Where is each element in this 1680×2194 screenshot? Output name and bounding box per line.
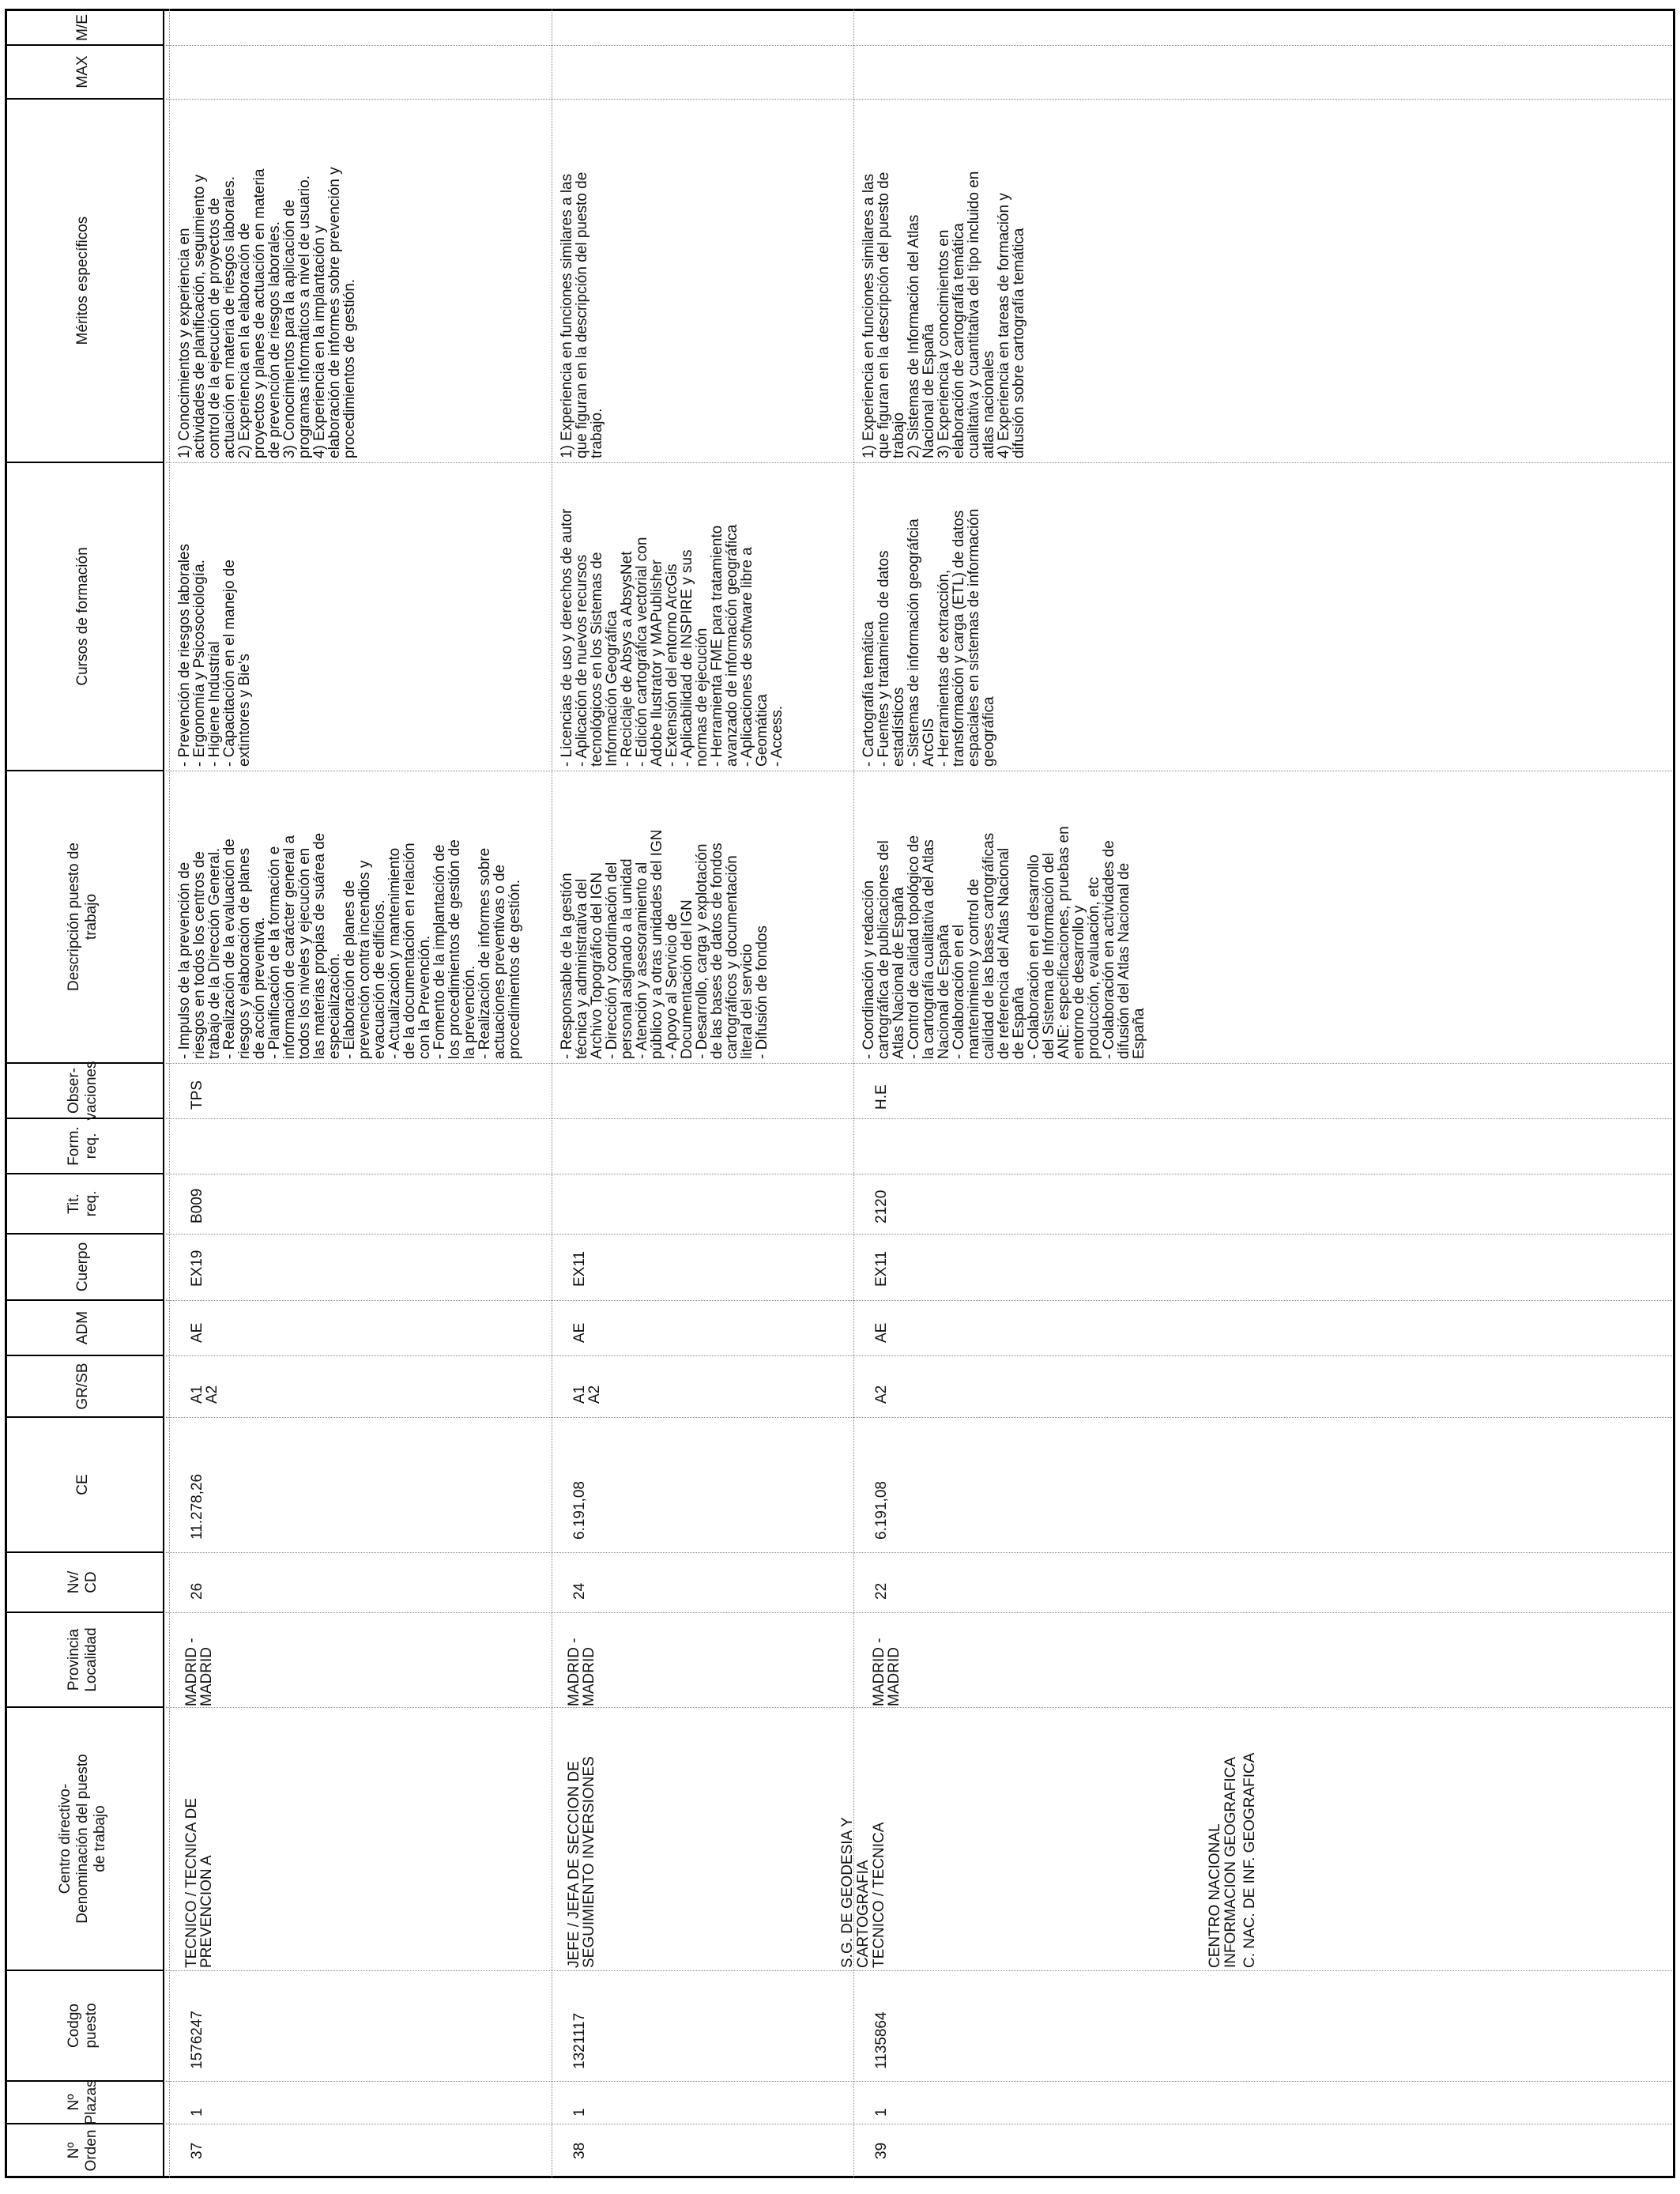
col-dot-4 [166, 1707, 1672, 1708]
nivel-cell: 22 [873, 1582, 890, 1600]
observaciones-cell: TPS [189, 1080, 205, 1110]
titulacion-cell: B009 [189, 1188, 205, 1223]
codigo-cell: 1321117 [571, 2012, 588, 2069]
header-observaciones-label: Obser- vaciones [65, 1061, 100, 1121]
header-plazas-label: Nº Plazas [65, 2079, 100, 2125]
cursos-cell: - Licencias de uso y derechos de autor - Aplicación de nuevos recursos tecnológicos en los Sistemas de Información Geográfica - Reciclaje de Absys a AbsysNet - Edición cartográfica vectorial con Adobe Ilustrator y MAPublisher - Extensión del entorno ArcGis - Aplicabilidad de INSPIRE y sus normas de ejecución - Herramienta FME para tratamiento avanzado de información geográfica - Aplicaciones de software libre a Geomática - Access. [559, 508, 785, 767]
descripcion-cell: - Impulso de la prevención de riesgos en todos los centros de trabajo de la Dirección General. - Realización de la evaluación de riesgos y elaboración de planes de acción preventiva. - Planificación de la formación e información de carácter general a todos los niveles y ejecución en las materias propias de suárea de especialización. - Elaboración de planes de prevención contra incendios y evacuación de edificios. - Actualización y mantenimiento de la documentación en relación con la Prevención. - Fomento de la implantación de los procedimientos de gestión de la prevención. - Realización de informes sobre actuaciones preventivas o de procedimientos de gestión. [176, 832, 523, 1059]
plazas-cell: 1 [873, 2108, 890, 2117]
frame-left [5, 2176, 1675, 2178]
header-formacion [0, 1119, 165, 1173]
meritos-cell: 1) Experiencia en funciones similares a las que figuran en la descripción del puesto de trabajo. [559, 172, 605, 458]
observaciones-cell: H.E [873, 1084, 890, 1110]
cursos-cell: - Prevención de riesgos laborales - Ergonomía y Psicosociología. - Higiene Industrial - Capacitación en el manejo de extintores y Bie's [176, 544, 253, 767]
frame-right [5, 9, 1675, 11]
descripcion-cell: - Responsable de la gestión técnica y administrativa del Archivo Topográfico del IGN - Dirección y coordinación del personal asignado a la unidad - Atención y asesoramiento al público y a otras unidades del IGN - Apoyo al Servicio de Documentación del IGN - Desarrollo, carga y explotación de las bases de datos de fondos cartográficos y documentación literal del servicio - Difusión de fondos [559, 829, 770, 1059]
meritos-cell: 1) Experiencia en funciones similares a las que figuran en la descripción del puesto de trabajo 2) Sistemas de Información del Atlas Nacional de España 3) Experiencia y conocimientos en elaboración de cartografía temática cualitativa y cuantitativa del tipo incluido en atlas nacionales 4) Experiencia en tareas de formación y difusión sobre cartografía temática [861, 171, 1027, 458]
adm-cell: AE [873, 1322, 890, 1343]
cursos-cell: - Cartografía temática - Fuentes y tratamiento de datos estadísticos - Sistemas de información geográfcia ArcGIS - Herramientas de extracción, transformación y carga (ETL) de datos espaciales en sistemas de información geográfica [861, 508, 997, 767]
col-dot-8 [166, 1355, 1672, 1356]
col-dot-17 [166, 45, 1672, 46]
header-provincia-label: Provincia Localidad [65, 1627, 100, 1692]
header-centro [0, 1708, 165, 1970]
header-orden-label: Nº Orden [65, 2129, 100, 2172]
col-dot-7 [166, 1417, 1672, 1418]
col-dot-3 [166, 1970, 1672, 1971]
header-adm [0, 1301, 165, 1355]
col-dot-16 [166, 99, 1672, 100]
adm-cell: AE [571, 1322, 588, 1343]
col-dot-2 [166, 2081, 1672, 2082]
header-observaciones [0, 1061, 165, 1121]
grupo-cell: A1 A2 [189, 1385, 220, 1404]
col-dot-5 [166, 1612, 1672, 1613]
header-meritos-label: Méritos específicos [73, 216, 91, 345]
centro-nacional-heading: CENTRO NACIONAL INFORMACION GEOGRAFICA [1207, 1756, 1239, 1968]
plazas-cell: 1 [189, 2108, 205, 2117]
provincia-cell: MADRID - MADRID [871, 1638, 902, 1706]
cuerpo-cell: EX19 [189, 1250, 205, 1287]
header-dotted-line [169, 9, 170, 2178]
ce-cell: 6.191,08 [571, 1481, 588, 1540]
header-provincia [0, 1613, 165, 1706]
centro-cell: JEFE / JEFA DE SECCION DE SEGUIMIENTO INVERSIONES [566, 1756, 597, 1968]
centro-cell: TECNICO / TECNICA [871, 1822, 887, 1968]
header-formacion-label: Form. req. [65, 1126, 100, 1166]
header-titulacion [0, 1174, 165, 1233]
subdireccion-heading: S.G. DE GEODESIA Y CARTOGRAFIA [839, 1817, 872, 1968]
header-me [0, 11, 165, 44]
codigo-cell: 1135864 [873, 2011, 890, 2069]
header-adm-label: ADM [73, 1310, 91, 1345]
header-cuerpo [0, 1235, 165, 1299]
provincia-cell: MADRID - MADRID [183, 1638, 215, 1706]
col-dot-13 [166, 1063, 1672, 1064]
header-cursos-label: Cursos de formación [73, 547, 91, 686]
header-meritos [0, 100, 165, 462]
header-codigo [0, 1971, 165, 2080]
header-plazas [0, 2079, 165, 2125]
nivel-cell: 26 [189, 1582, 205, 1600]
centro-nacional-abbrev: C. NAC. DE INF. GEOGRAFICA [1241, 1752, 1258, 1968]
orden-cell: 38 [571, 2142, 588, 2159]
header-descripcion [0, 771, 165, 1062]
centro-cell: TECNICO / TECNICA DE PREVENCION A [183, 1797, 215, 1968]
frame-bottom [1673, 9, 1675, 2178]
header-nivel [0, 1553, 165, 1612]
plazas-cell: 1 [571, 2108, 588, 2117]
header-ce [0, 1418, 165, 1551]
header-max [0, 46, 165, 98]
col-dot-9 [166, 1300, 1672, 1301]
codigo-cell: 1576247 [189, 2011, 205, 2069]
header-me-label: M/E [73, 14, 91, 41]
col-dot-12 [166, 1118, 1672, 1119]
header-titulacion-label: Tit. req. [65, 1190, 100, 1217]
header-codigo-label: Codgo puesto [65, 2003, 100, 2049]
header-orden [0, 2124, 165, 2177]
meritos-cell: 1) Conocimientos y experiencia en actividades de planificación, seguimiento y control de la ejecución de proyectos de actuación en materia de riesgos laborales. 2) Experiencia en la elaboración de proyectos y planes de actuación en materia de prevención de riesgos laborales. 3) Conocimientos para la aplicación de programas informáticos a nivel de usuario. 4) Experiencia en la implantación y elaboración de informes sobre prevención y procedimientos de gestión. [176, 167, 358, 458]
col-dot-10 [166, 1234, 1672, 1235]
ce-cell: 6.191,08 [873, 1481, 890, 1540]
provincia-cell: MADRID - MADRID [566, 1638, 597, 1706]
header-grupo [0, 1356, 165, 1416]
cuerpo-cell: EX11 [571, 1250, 588, 1287]
ce-cell: 11.278,26 [189, 1473, 205, 1540]
header-ce-label: CE [73, 1474, 91, 1495]
grupo-cell: A1 A2 [571, 1385, 603, 1404]
grupo-cell: A2 [873, 1385, 890, 1404]
header-descripcion-label: Descripción puesto de trabajo [65, 843, 100, 991]
col-dot-15 [166, 462, 1672, 463]
titulacion-cell: 2120 [873, 1189, 890, 1223]
header-cursos [0, 463, 165, 770]
col-dot-6 [166, 1552, 1672, 1553]
descripcion-cell: - Coordinación y redacción cartográfica de publicaciones del Atlas Nacional de España - Control de calidad topológico de la cartografía cualitativa del Atlas Nacional de España - Colaboración en el mantenimiento y control de calidad de las bases cartográficas de referencia del Atlas Nacional de España - Colaboración en el desarrollo del Sistema de Información del ANE: especificaciones, pruebas en entorno de desarrollo y producción, evaluación, etc - Colaboración en actividades de difusión del Atlas Nacional de España [861, 826, 1147, 1059]
header-max-label: MAX [73, 55, 91, 89]
cuerpo-cell: EX11 [873, 1250, 890, 1287]
header-nivel-label: Nv/ CD [65, 1570, 100, 1594]
orden-cell: 39 [873, 2142, 890, 2159]
header-grupo-label: GR/SB [73, 1363, 91, 1410]
header-cuerpo-label: Cuerpo [73, 1242, 91, 1292]
orden-cell: 37 [189, 2142, 205, 2159]
nivel-cell: 24 [571, 1582, 588, 1600]
header-centro-label: Centro directivo- Denominación del puesto de trabajo [56, 1754, 108, 1924]
adm-cell: AE [189, 1322, 205, 1343]
